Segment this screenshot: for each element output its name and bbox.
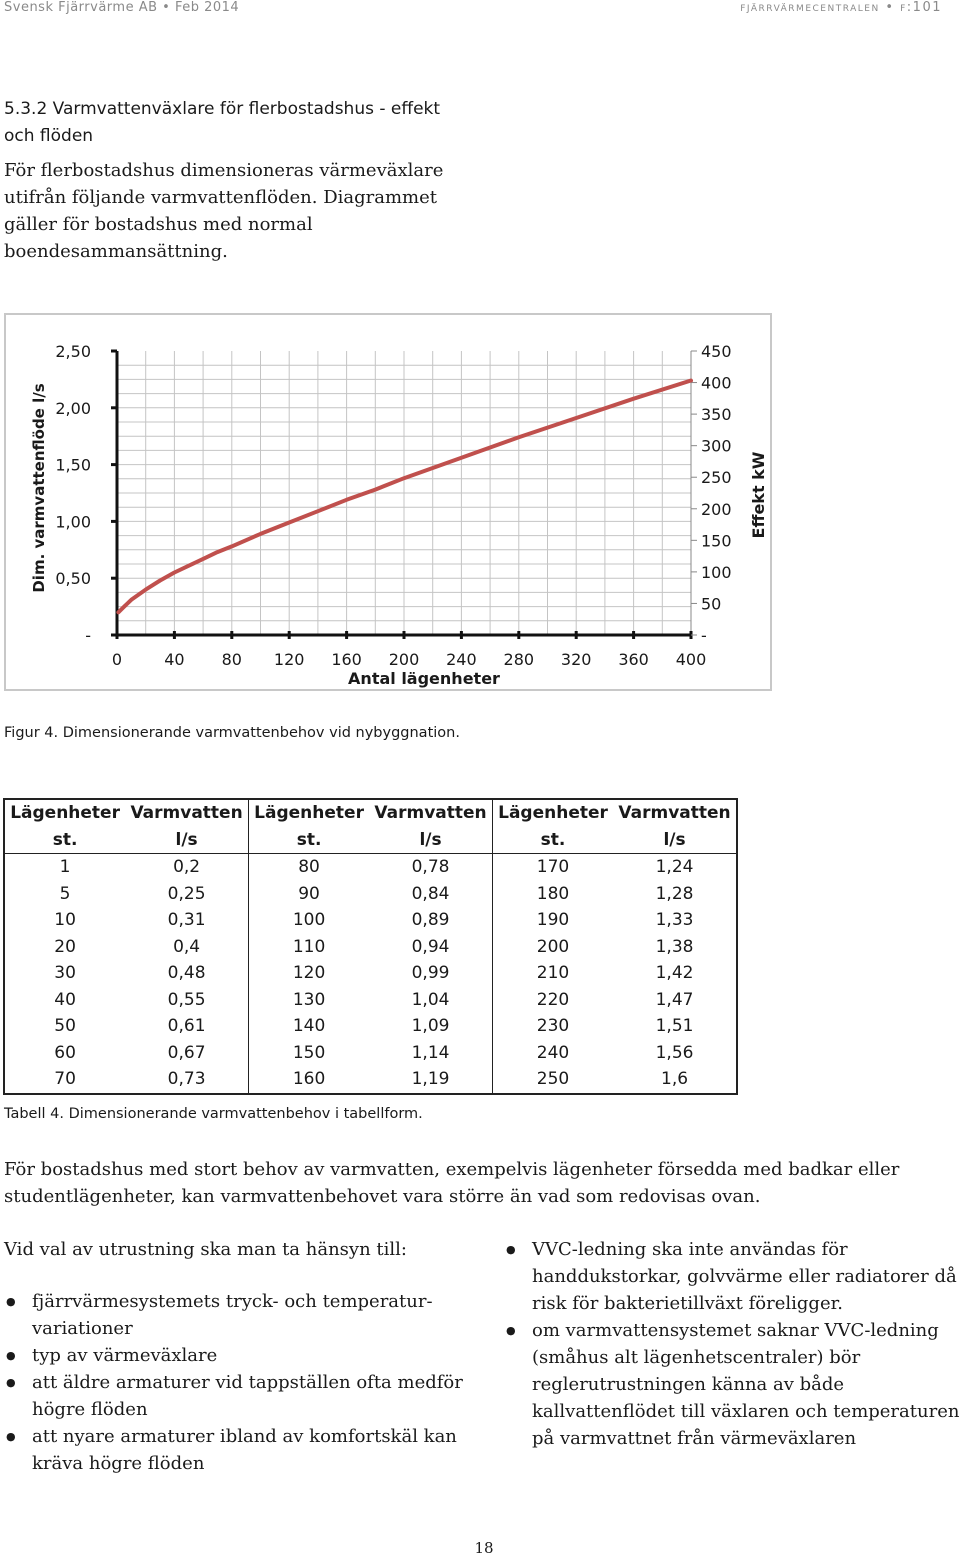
y2-tick-label: 350 xyxy=(701,405,732,425)
x-tick-label: 360 xyxy=(618,650,649,669)
header-left: Svensk Fjärrvärme AB • Feb 2014 xyxy=(4,0,240,15)
table-cell: 1,33 xyxy=(655,910,694,931)
table-cell: 200 xyxy=(492,934,613,961)
table-cell: 40 xyxy=(54,989,76,1010)
x-axis-title: Antal lägenheter xyxy=(348,669,500,688)
table-cell: 1,09 xyxy=(411,1016,450,1037)
x-tick-label: 240 xyxy=(446,650,477,669)
page-number: 18 xyxy=(474,1539,494,1557)
table-header-row xyxy=(4,799,737,827)
table-cell: 1,56 xyxy=(655,1042,694,1063)
table-unit: st. xyxy=(249,827,370,854)
y2-tick-label: 300 xyxy=(701,436,732,456)
table-cell: 0,61 xyxy=(167,1016,206,1037)
x-tick-label: 400 xyxy=(675,650,707,669)
y-tick-label: - xyxy=(85,626,91,645)
table-cell: 150 xyxy=(249,1040,370,1067)
table-cell: 230 xyxy=(492,1013,613,1040)
table-unit: st. xyxy=(4,827,125,854)
table-cell: 20 xyxy=(54,936,76,957)
table-cell: 90 xyxy=(249,881,370,908)
x-tick-label: 40 xyxy=(164,650,185,669)
table-header: Lägenheter xyxy=(10,803,120,824)
table-cell: 120 xyxy=(249,960,370,987)
y2-tick-label: 150 xyxy=(701,531,732,551)
table-unit: l/s xyxy=(369,827,492,854)
list-item: ● att nyare armaturer ibland av komfortskäl kan kräva högre flöden xyxy=(4,1423,474,1477)
table-cell: 1,24 xyxy=(655,857,694,878)
header-right: fjärrvärmecentralen • f:101 xyxy=(740,0,942,15)
table-cell: 100 xyxy=(249,907,370,934)
table-unit: l/s xyxy=(613,827,737,854)
y2-tick-label: - xyxy=(701,626,707,645)
table-cell: 0,48 xyxy=(167,963,206,984)
table-cell: 250 xyxy=(492,1066,613,1094)
table-cell: 1,42 xyxy=(655,963,694,984)
table-cell: 1,6 xyxy=(661,1069,689,1090)
table-cell: 0,94 xyxy=(411,936,450,957)
left-bullet-list xyxy=(4,1288,474,1477)
table-row xyxy=(4,881,737,908)
table-cell: 0,78 xyxy=(411,857,450,878)
flow-chart xyxy=(6,315,770,689)
x-tick-label: 0 xyxy=(111,650,123,669)
list-item: ● fjärrvärmesystemets tryck- och temperaturvariationer xyxy=(4,1288,474,1342)
table-cell: 0,67 xyxy=(167,1042,206,1063)
table-row xyxy=(4,934,737,961)
table-unit: st. xyxy=(492,827,613,854)
table-cell: 1,28 xyxy=(655,883,694,904)
table-cell: 0,99 xyxy=(411,963,450,984)
table-cell: 80 xyxy=(249,854,370,881)
table-cell: 30 xyxy=(54,963,76,984)
flow-table xyxy=(3,798,738,1095)
table-cell: 140 xyxy=(249,1013,370,1040)
table-cell: 0,31 xyxy=(167,910,206,931)
table-header: Lägenheter xyxy=(492,799,613,827)
y2-tick-label: 400 xyxy=(701,373,732,393)
table-cell: 60 xyxy=(54,1042,76,1063)
intro-text: För flerbostadshus dimensioneras värmeväxlare utifrån följande varmvattenflöden. Diagrammet gäller för bostadshus med normal boendesammansättning. xyxy=(4,160,444,262)
section-title: 5.3.2 Varmvattenväxlare för flerbostadshus - effekt och flöden xyxy=(4,99,441,146)
table-cell: 10 xyxy=(54,910,76,931)
table-cell: 0,84 xyxy=(411,883,450,904)
table-cell: 170 xyxy=(492,854,613,881)
y2-tick-label: 450 xyxy=(701,342,732,361)
y2-tick-label: 200 xyxy=(701,499,732,519)
y2-tick-label: 50 xyxy=(701,594,722,614)
table-cell: 50 xyxy=(54,1016,76,1037)
table-cell: 160 xyxy=(249,1066,370,1094)
table-caption: Tabell 4. Dimensionerande varmvattenbehov i tabellform. xyxy=(4,1106,423,1122)
table-header: Varmvatten xyxy=(130,803,243,824)
table-cell: 0,4 xyxy=(173,936,201,957)
y-tick-label: 1,00 xyxy=(55,512,91,532)
table-row xyxy=(4,1066,737,1094)
y-tick-label: 2,00 xyxy=(55,398,91,418)
table-cell: 0,89 xyxy=(411,910,450,931)
y-axis-title: Dim. varmvattenflöde l/s xyxy=(30,383,48,593)
table-cell: 0,2 xyxy=(173,857,201,878)
x-tick-label: 200 xyxy=(388,650,420,669)
table-cell: 110 xyxy=(249,934,370,961)
y2-tick-label: 100 xyxy=(701,562,732,582)
table-row xyxy=(4,1040,737,1067)
y-tick-label: 2,50 xyxy=(55,342,91,361)
figure-caption: Figur 4. Dimensionerande varmvattenbehov vid nybyggnation. xyxy=(4,725,460,741)
table-cell: 1,47 xyxy=(655,989,694,1010)
x-tick-label: 280 xyxy=(503,650,535,669)
chart-frame xyxy=(4,313,772,691)
list-item: ● att äldre armaturer vid tappställen ofta medför högre flöden xyxy=(4,1369,474,1423)
table-cell: 1,14 xyxy=(411,1042,450,1063)
y-tick-label: 1,50 xyxy=(55,455,91,475)
table-cell: 190 xyxy=(492,907,613,934)
table-cell: 0,73 xyxy=(167,1069,206,1090)
table-cell: 0,55 xyxy=(167,989,206,1010)
x-tick-label: 80 xyxy=(221,650,242,669)
table-row xyxy=(4,907,737,934)
right-column xyxy=(504,1236,960,1452)
left-column xyxy=(4,1236,474,1477)
body-paragraph: För bostadshus med stort behov av varmvatten, exempelvis lägenheter försedda med badkar eller studentlägenheter, kan varmvattenbehovet vara större än vad som redovisas ovan. xyxy=(4,1159,900,1207)
table-cell: 1,38 xyxy=(655,936,694,957)
list-item: ● om varmvattensystemet saknar VVC-ledning (småhus alt lägenhetscentraler) bör reglerutrustningen känna av både kallvattenflödet till växlaren och temperaturen på varmvattnet från värmeväxlaren xyxy=(504,1317,960,1452)
table-cell: 240 xyxy=(492,1040,613,1067)
y-tick-label: 0,50 xyxy=(55,569,91,589)
table-row xyxy=(4,854,737,881)
table-header: Lägenheter xyxy=(249,799,370,827)
right-bullet-list xyxy=(504,1236,960,1452)
table-cell: 130 xyxy=(249,987,370,1014)
y2-tick-label: 250 xyxy=(701,468,732,488)
x-tick-label: 320 xyxy=(560,650,592,669)
table-cell: 70 xyxy=(54,1069,76,1090)
table-cell: 0,25 xyxy=(167,883,206,904)
left-column-lead: Vid val av utrustning ska man ta hänsyn till: xyxy=(4,1239,407,1260)
list-item: ● typ av värmeväxlare xyxy=(4,1342,474,1369)
y2-axis-title: Effekt kW xyxy=(749,451,768,539)
table-unit: l/s xyxy=(125,827,248,854)
table-header: Varmvatten xyxy=(618,803,731,824)
table-cell: 210 xyxy=(492,960,613,987)
table-cell: 220 xyxy=(492,987,613,1014)
table-cell: 180 xyxy=(492,881,613,908)
table-unit-row xyxy=(4,827,737,854)
table-cell: 1,19 xyxy=(411,1069,450,1090)
table-cell: 1 xyxy=(59,857,71,878)
table-cell: 1,04 xyxy=(411,989,450,1010)
table-cell: 5 xyxy=(59,883,71,904)
table-cell: 1,51 xyxy=(655,1016,694,1037)
table-row xyxy=(4,987,737,1014)
table-header: Varmvatten xyxy=(374,803,487,824)
x-tick-label: 160 xyxy=(331,650,362,669)
table-row xyxy=(4,960,737,987)
list-item: ● VVC-ledning ska inte användas för handdukstorkar, golvvärme eller radiatorer då risk för bakterietillväxt föreligger. xyxy=(504,1236,960,1317)
x-tick-label: 120 xyxy=(273,650,305,669)
table-row xyxy=(4,1013,737,1040)
